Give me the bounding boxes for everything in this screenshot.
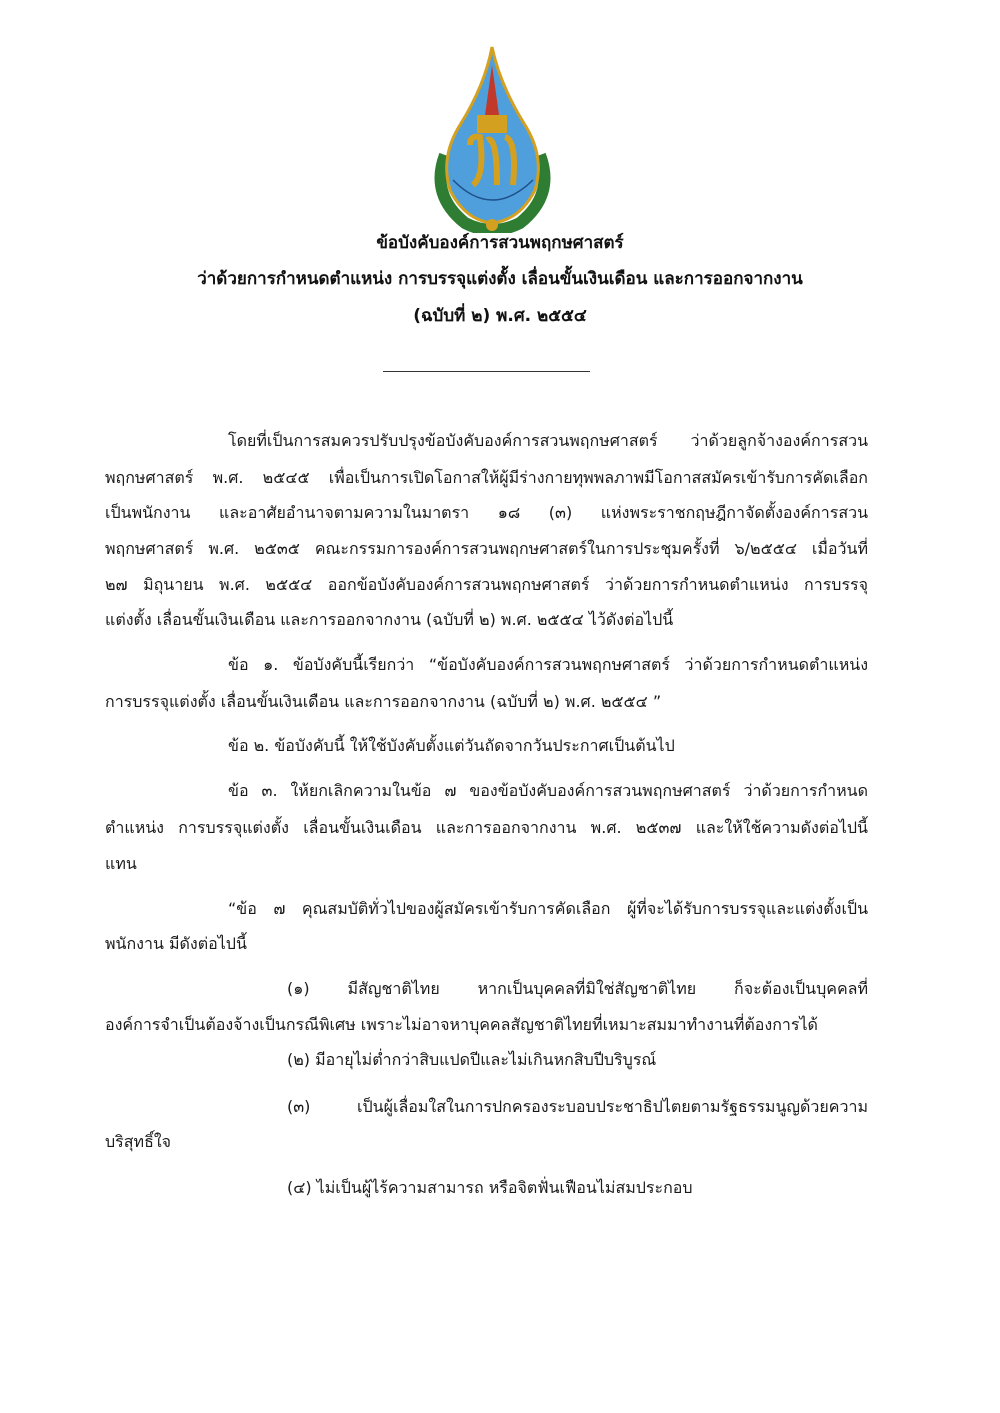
clause-1-line: การบรรจุแต่งตั้ง เลื่อนขั้นเงินเดือน และการออกจากงาน (ฉบับที่ ๒) พ.ศ. ๒๕๕๔ ” [105,692,662,711]
preamble-line: โดยที่เป็นการสมควรปรับปรุงข้อบังคับองค์การสวนพฤกษศาสตร์ ว่าด้วยลูกจ้างองค์การสวน [228,431,868,450]
preamble-line: พฤกษศาสตร์ พ.ศ. ๒๕๔๕ เพื่อเป็นการเปิดโอกาสให้ผู้มีร่างกายทุพพลภาพมีโอกาสสมัครเข้ารับการคัดเลือก [105,468,868,487]
preamble-line: แต่งตั้ง เลื่อนขั้นเงินเดือน และการออกจากงาน (ฉบับที่ ๒) พ.ศ. ๒๕๕๔ ไว้ดังต่อไปนี้ [105,610,674,629]
preamble-line: เป็นพนักงาน และอาศัยอำนาจตามความในมาตรา ๑๘ (๓) แห่งพระราชกฤษฎีกาจัดตั้งองค์การสวน [105,503,868,522]
item-4-line: (๔) ไม่เป็นผู้ไร้ความสามารถ หรือจิตฟั่นเฟือนไม่สมประกอบ [287,1178,693,1197]
organization-logo [425,45,560,233]
clause-3-line: แทน [105,854,137,873]
document-subtitle: ว่าด้วยการกำหนดตำแหน่ง การบรรจุแต่งตั้ง เลื่อนขั้นเงินเดือน และการออกจากงาน [197,269,803,289]
item-2-line: (๒) มีอายุไม่ต่ำกว่าสิบแปดปีและไม่เกินหกสิบปีบริบูรณ์ [287,1050,657,1069]
clause-1-line: ข้อ ๑. ข้อบังคับนี้เรียกว่า “ข้อบังคับองค์การสวนพฤกษศาสตร์ ว่าด้วยการกำหนดตำแหน่ง [228,655,868,674]
clause-7-line: “ข้อ ๗ คุณสมบัติทั่วไปของผู้สมัครเข้ารับการคัดเลือก ผู้ที่จะได้รับการบรรจุและแต่งตั้งเป็น [228,899,868,918]
clause-3-line: ข้อ ๓. ให้ยกเลิกความในข้อ ๗ ของข้อบังคับองค์การสวนพฤกษศาสตร์ ว่าด้วยการกำหนด [228,781,868,800]
clause-7-line: พนักงาน มีดังต่อไปนี้ [105,934,247,953]
preamble-line: ๒๗ มิถุนายน พ.ศ. ๒๕๕๔ ออกข้อบังคับองค์การสวนพฤกษศาสตร์ ว่าด้วยการกำหนดตำแหน่ง การบรรจุ [105,575,868,594]
clause-3-line: ตำแหน่ง การบรรจุแต่งตั้ง เลื่อนขั้นเงินเดือน และการออกจากงาน พ.ศ. ๒๕๓๗ และให้ใช้ความดังต่อไปนี้ [105,818,868,837]
item-3-line: บริสุทธิ์ใจ [105,1132,172,1151]
item-3-line: (๓) เป็นผู้เลื่อมใสในการปกครองระบอบประชาธิปไตยตามรัฐธรรมนูญด้วยความ [287,1097,868,1116]
item-1-line: (๑) มีสัญชาติไทย หากเป็นบุคคลที่มิใช่สัญชาติไทย ก็จะต้องเป็นบุคคลที่ [287,979,868,998]
document-edition: (ฉบับที่ ๒) พ.ศ. ๒๕๕๔ [413,306,587,326]
clause-2-line: ข้อ ๒. ข้อบังคับนี้ ให้ใช้บังคับตั้งแต่วันถัดจากวันประกาศเป็นต้นไป [228,736,675,755]
divider [383,371,590,372]
item-1-line: องค์การจำเป็นต้องจ้างเป็นกรณีพิเศษ เพราะไม่อาจหาบุคคลสัญชาติไทยที่เหมาะสมมาทำงานที่ต้องการได้ [105,1015,818,1034]
document-title: ข้อบังคับองค์การสวนพฤกษศาสตร์ [376,233,624,253]
preamble-line: พฤกษศาสตร์ พ.ศ. ๒๕๓๕ คณะกรรมการองค์การสวนพฤกษศาสตร์ในการประชุมครั้งที่ ๖/๒๕๕๔ เมื่อวันที่ [105,539,868,558]
